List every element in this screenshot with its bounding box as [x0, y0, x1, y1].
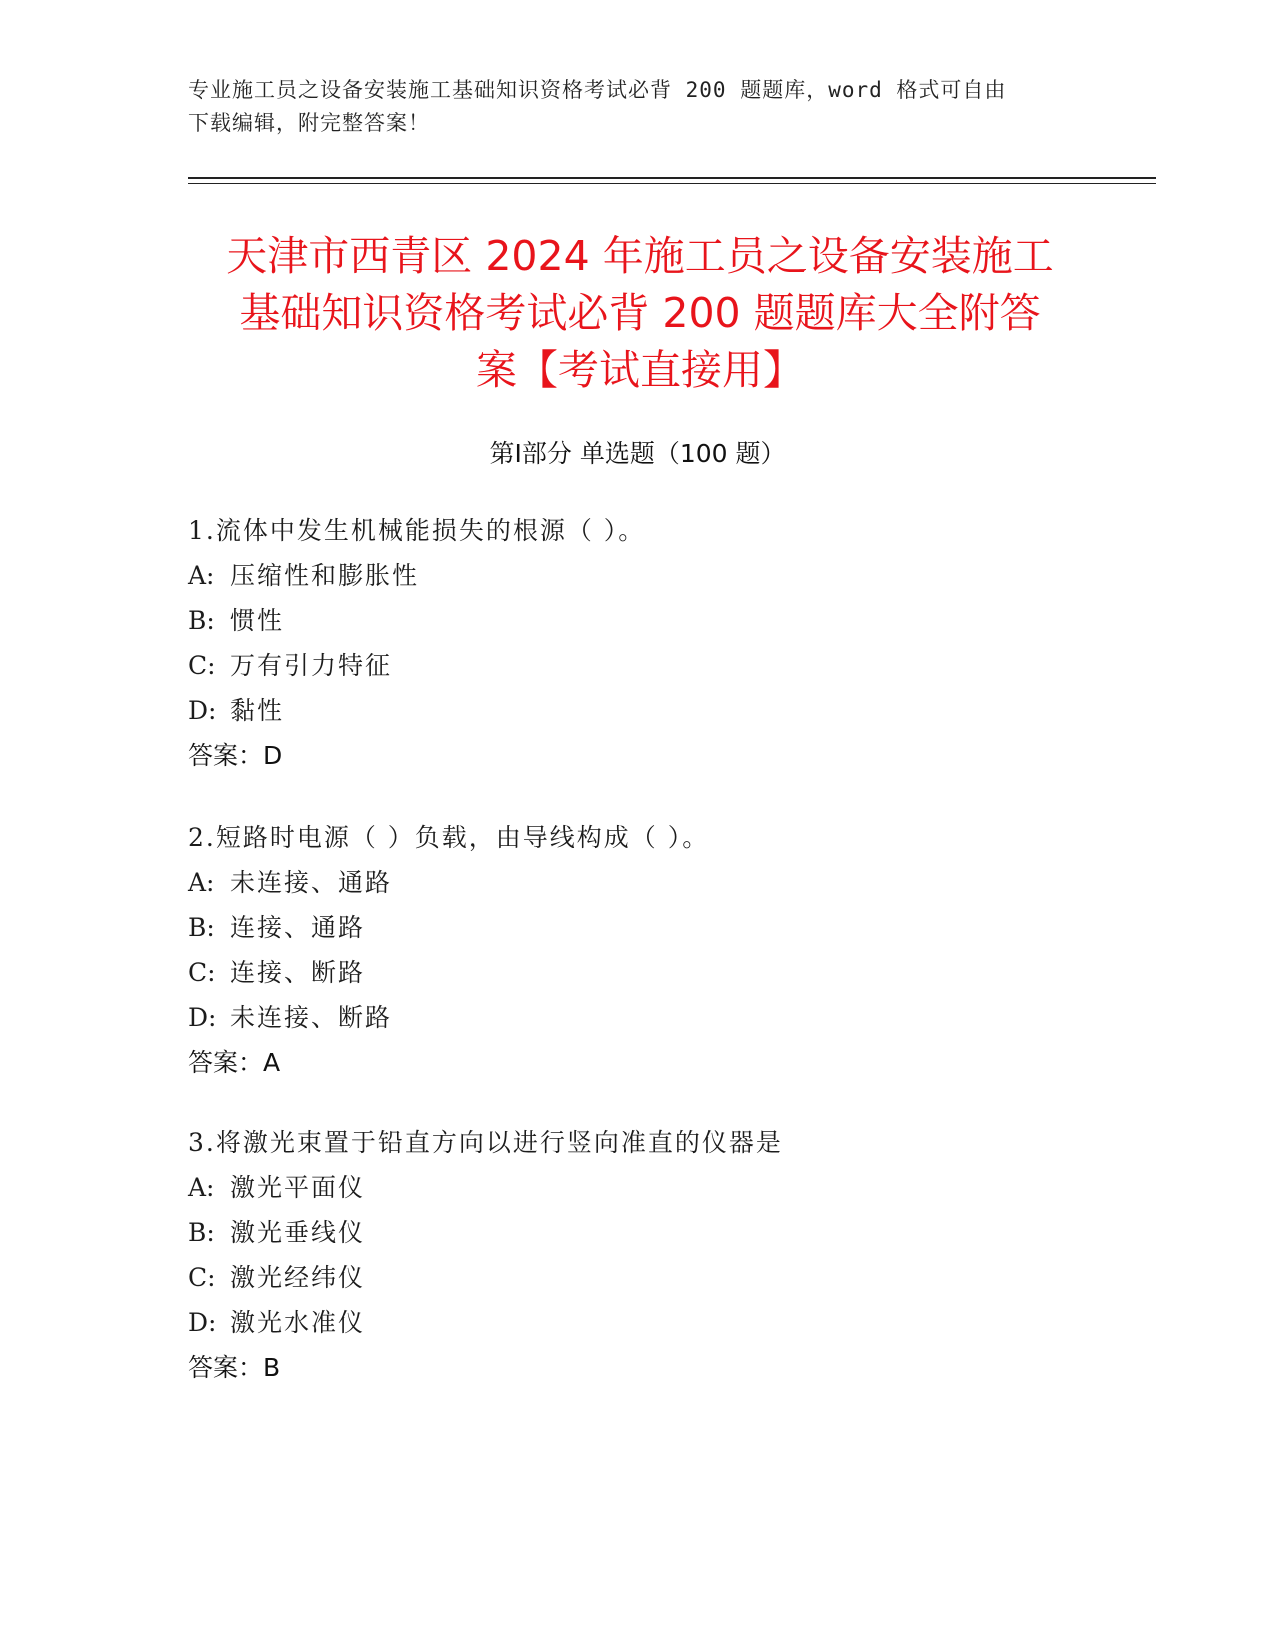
option-text: 压缩性和膨胀性 [230, 561, 420, 590]
option-b [188, 905, 1088, 950]
header-divider-thick [188, 177, 1156, 179]
question-stem: 3.将激光束置于铅直方向以进行竖向准直的仪器是 [188, 1128, 783, 1157]
option-a [188, 860, 1088, 905]
option-key: D: [188, 696, 217, 725]
section-title: 第Ⅰ部分 单选题（100 题） [489, 439, 786, 468]
option-c [188, 643, 1088, 688]
option-key: D: [188, 1308, 217, 1337]
question-2 [188, 815, 1088, 1085]
option-text: 万有引力特征 [230, 651, 393, 680]
answer: 答案：D [188, 741, 283, 770]
option-key: A: [188, 868, 215, 897]
question-stem: 1.流体中发生机械能损失的根源（ ）。 [188, 516, 646, 545]
title-line-1: 天津市西青区 2024 年施工员之设备安装施工 [226, 232, 1054, 280]
option-text: 未连接、断路 [230, 1003, 393, 1032]
option-key: B: [188, 1218, 215, 1247]
option-text: 连接、断路 [230, 958, 366, 987]
option-text: 惯性 [230, 606, 285, 635]
question-3 [188, 1120, 1088, 1390]
option-text: 激光垂线仪 [230, 1218, 366, 1247]
option-c [188, 1255, 1088, 1300]
answer: 答案：A [188, 1048, 281, 1077]
option-b [188, 1210, 1088, 1255]
option-d [188, 995, 1088, 1040]
option-c [188, 950, 1088, 995]
option-a [188, 1165, 1088, 1210]
question-stem: 2.短路时电源（ ）负载，由导线构成（ ）。 [188, 823, 710, 852]
option-key: C: [188, 1263, 216, 1292]
option-text: 激光平面仪 [230, 1173, 366, 1202]
option-text: 黏性 [230, 696, 285, 725]
title-line-3: 案【考试直接用】 [476, 346, 804, 394]
header-note-line-2: 下载编辑，附完整答案！ [188, 111, 430, 135]
option-key: A: [188, 1173, 215, 1202]
title-line-2: 基础知识资格考试必背 200 题题库大全附答 [239, 289, 1041, 337]
header-note [188, 74, 1088, 140]
answer: 答案：B [188, 1353, 281, 1382]
option-key: D: [188, 1003, 217, 1032]
option-text: 激光经纬仪 [230, 1263, 366, 1292]
option-text: 未连接、通路 [230, 868, 393, 897]
option-key: B: [188, 913, 215, 942]
option-d [188, 688, 1088, 733]
option-b [188, 598, 1088, 643]
option-d [188, 1300, 1088, 1345]
option-text: 连接、通路 [230, 913, 366, 942]
header-divider-thin [188, 183, 1156, 184]
option-key: A: [188, 561, 215, 590]
option-key: C: [188, 651, 216, 680]
option-a [188, 553, 1088, 598]
question-1 [188, 508, 1088, 778]
document-title [190, 228, 1090, 399]
option-key: C: [188, 958, 216, 987]
option-text: 激光水准仪 [230, 1308, 366, 1337]
option-key: B: [188, 606, 215, 635]
header-note-line-1: 专业施工员之设备安装施工基础知识资格考试必背 200 题题库，word 格式可自由 [188, 78, 1007, 102]
